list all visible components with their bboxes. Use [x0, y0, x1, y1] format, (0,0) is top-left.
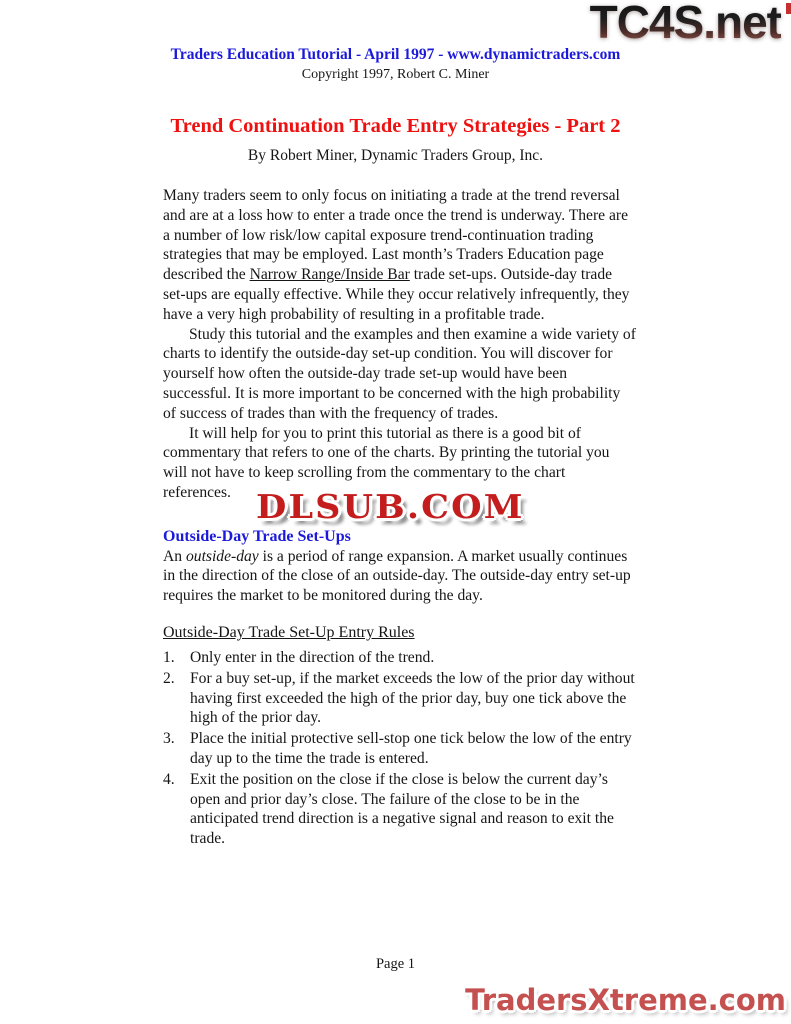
paragraph-study: Study this tutorial and the examples and then examine a wide variety of charts to identify the outside-day set-up condition. You will discover for yourself how often the outside-day trade set-up would have been successful. It is more important to be concerned with the high probability of success of trades than with the frequency of trades.	[163, 325, 636, 422]
paragraph-outside-day	[163, 547, 637, 606]
tradersxtreme-logo: TradersXtreme.com	[465, 983, 786, 1017]
paragraph-text: trade set-ups. Outside-day trade set-ups are equally effective. While they occur relatively infrequently, they have a very high probability of resulting in a profitable trade.	[163, 266, 630, 323]
rule-item	[163, 648, 637, 668]
italic-term: outside-day	[185, 547, 259, 565]
rule-number: 4.	[163, 770, 175, 788]
rule-text: Only enter in the direction of the trend.	[190, 648, 435, 666]
rule-number: 3.	[163, 730, 175, 748]
rule-item	[163, 729, 637, 769]
section-heading-outside-day: Outside-Day Trade Set-Ups	[163, 527, 351, 545]
paragraph-text: An	[163, 547, 186, 565]
rules-heading: Outside-Day Trade Set-Up Entry Rules	[163, 623, 415, 641]
tutorial-header-line: Traders Education Tutorial - April 1997 - www.dynamictraders.com	[170, 46, 621, 63]
rule-number: 1.	[163, 648, 175, 666]
tc4s-logo: TC4S.net	[589, 0, 781, 48]
rule-item	[163, 669, 637, 728]
page-number: Page 1	[375, 956, 416, 972]
rule-text: For a buy set-up, if the market exceeds the low of the prior day without having first exceeded the high of the prior day, buy one tick above the high of the prior day.	[190, 669, 635, 727]
rules-list	[163, 648, 637, 849]
paragraph-intro	[163, 186, 637, 325]
copyright-line: Copyright 1997, Robert C. Miner	[301, 67, 490, 82]
paragraph-text: is a period of range expansion. A market usually continues in the direction of the close of an outside-day. The outside-day entry set-up requires the market to be monitored during the day.	[163, 547, 631, 605]
rule-text: Exit the position on the close if the close is below the current day’s open and prior day’s close. The failure of the close to be in the anticipated trend direction is a negative signal and reason to exit the trade.	[190, 770, 614, 848]
rule-number: 2.	[163, 669, 175, 687]
underlined-phrase: Narrow Range/Inside Bar	[249, 266, 410, 284]
page-title: Trend Continuation Trade Entry Strategies - Part 2	[170, 115, 621, 137]
rule-text: Place the initial protective sell-stop one tick below the low of the entry day up to the time the trade is entered.	[190, 730, 632, 767]
corner-red-mark	[786, 3, 791, 14]
rule-item	[163, 770, 637, 849]
byline: By Robert Miner, Dynamic Traders Group, Inc.	[247, 147, 544, 164]
paragraph-print: It will help for you to print this tutorial as there is a good bit of commentary that refers to one of the charts. By printing the tutorial you will not have to keep scrolling from the commentary to the chart references.	[163, 424, 610, 501]
paragraph-text: Many traders seem to only focus on initiating a trade at the trend reversal and are at a loss how to enter a trade once the trend is underway. There are a number of low risk/low capital exposure trend-continuation trading strategies that may be employed. Last month’s Traders Education page described the	[163, 187, 629, 284]
dlsub-watermark: DLSUB.COM	[256, 487, 525, 526]
